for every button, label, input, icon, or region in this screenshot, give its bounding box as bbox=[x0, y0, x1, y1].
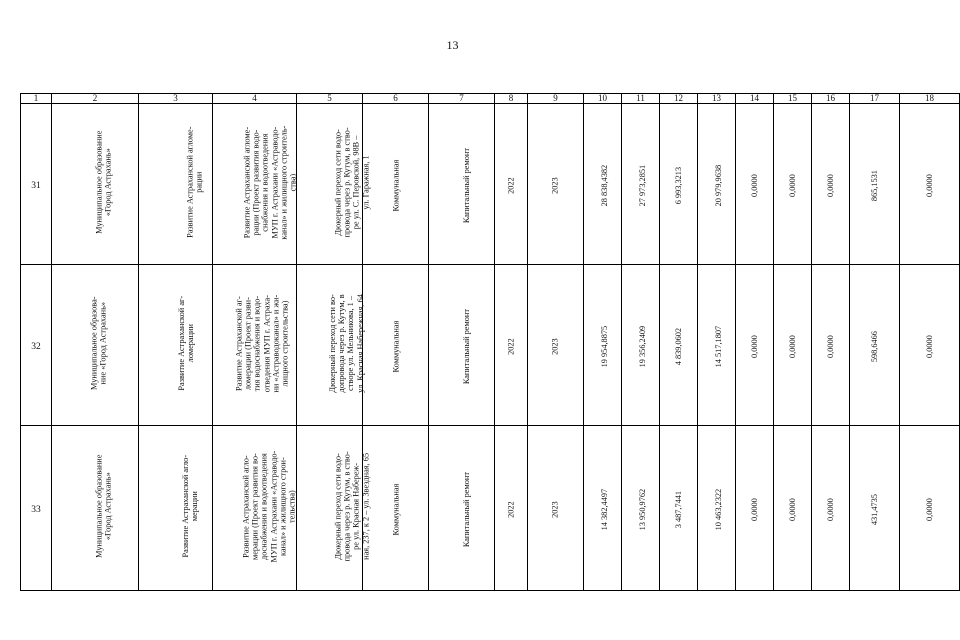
work-cell: Капитальный ремонт bbox=[429, 426, 495, 591]
work-cell: Капитальный ремонт bbox=[429, 265, 495, 426]
column-number: 4 bbox=[213, 94, 297, 104]
program-cell: Развитие Астраханской агломе- рации bbox=[139, 104, 213, 265]
object-cell: Дюкерный переход сети водо- провода через р. Кутум, в ство- ре ул. С. Перовской, 98В – ул. Гаражная, 1 bbox=[297, 104, 363, 265]
value-cell: 0,0000 bbox=[736, 265, 774, 426]
column-number: 6 bbox=[363, 94, 429, 104]
table-row bbox=[21, 104, 960, 265]
value-cell: 27 973,2851 bbox=[622, 104, 660, 265]
start-year-cell: 2022 bbox=[495, 426, 528, 591]
table-row bbox=[21, 265, 960, 426]
value-cell: 14 517,1807 bbox=[698, 265, 736, 426]
column-number: 10 bbox=[584, 94, 622, 104]
type-cell: Коммунальная bbox=[363, 426, 429, 591]
row-number: 33 bbox=[21, 426, 52, 591]
column-number: 16 bbox=[812, 94, 850, 104]
value-cell: 0,0000 bbox=[900, 426, 960, 591]
value-cell: 10 463,2322 bbox=[698, 426, 736, 591]
column-number: 9 bbox=[528, 94, 584, 104]
municipality-cell: Муниципальное образова- ние «Город Астрахань» bbox=[52, 265, 139, 426]
row-number: 32 bbox=[21, 265, 52, 426]
value-cell: 0,0000 bbox=[736, 426, 774, 591]
column-number: 14 bbox=[736, 94, 774, 104]
value-cell: 3 487,7441 bbox=[660, 426, 698, 591]
value-cell: 0,0000 bbox=[774, 104, 812, 265]
column-number: 3 bbox=[139, 94, 213, 104]
value-cell: 28 838,4382 bbox=[584, 104, 622, 265]
value-cell: 0,0000 bbox=[774, 265, 812, 426]
start-year-cell: 2022 bbox=[495, 265, 528, 426]
column-number: 17 bbox=[850, 94, 900, 104]
value-cell: 0,0000 bbox=[774, 426, 812, 591]
value-cell: 598,6466 bbox=[850, 265, 900, 426]
municipality-cell: Муниципальное образование «Город Астрахань» bbox=[52, 426, 139, 591]
end-year-cell: 2023 bbox=[528, 265, 584, 426]
object-cell: Дюкерный переход сети во- допровода через р. Кутум, в створе ул. Мельникова, 1 – ул. Красная Набережная, 64 bbox=[297, 265, 363, 426]
value-cell: 0,0000 bbox=[812, 426, 850, 591]
end-year-cell: 2023 bbox=[528, 426, 584, 591]
program-cell: Развитие Астраханской аг- ломерации bbox=[139, 265, 213, 426]
column-number: 8 bbox=[495, 94, 528, 104]
column-number: 18 bbox=[900, 94, 960, 104]
data-table bbox=[20, 93, 960, 591]
value-cell: 20 979,9638 bbox=[698, 104, 736, 265]
value-cell: 0,0000 bbox=[812, 104, 850, 265]
object-cell: Дюкерный переход сети водо- провода через р. Кутум, в ство- ре ул. Красная Набереж- ная, 237, к 2 – ул. Звездная, 65 bbox=[297, 426, 363, 591]
value-cell: 865,1531 bbox=[850, 104, 900, 265]
value-cell: 6 993,3213 bbox=[660, 104, 698, 265]
value-cell: 13 950,9762 bbox=[622, 426, 660, 591]
value-cell: 0,0000 bbox=[900, 265, 960, 426]
row-number: 31 bbox=[21, 104, 52, 265]
program-cell: Развитие Астраханской агло- мерации bbox=[139, 426, 213, 591]
value-cell: 14 382,4497 bbox=[584, 426, 622, 591]
column-number: 7 bbox=[429, 94, 495, 104]
end-year-cell: 2023 bbox=[528, 104, 584, 265]
column-number: 1 bbox=[21, 94, 52, 104]
value-cell: 431,4735 bbox=[850, 426, 900, 591]
value-cell: 4 839,0602 bbox=[660, 265, 698, 426]
table-row bbox=[21, 426, 960, 591]
column-number: 2 bbox=[52, 94, 139, 104]
start-year-cell: 2022 bbox=[495, 104, 528, 265]
column-number-row bbox=[21, 94, 960, 104]
project-cell: Развитие Астраханской агломе- рации (Проект развития водо- снабжения и водоотведения МУП г. Астрахани «Астраводо- канал» и жилищного строитель- ства) bbox=[213, 104, 297, 265]
value-cell: 0,0000 bbox=[812, 265, 850, 426]
page-number: 13 bbox=[446, 38, 459, 52]
work-cell: Капитальный ремонт bbox=[429, 104, 495, 265]
value-cell: 0,0000 bbox=[900, 104, 960, 265]
project-cell: Развитие Астраханской агло- мерации (Проект развития во- доснабжения и водоотведения МУП г. Астрахани «Астраводо- канал» и жилищного строи- тельства) bbox=[213, 426, 297, 591]
column-number: 15 bbox=[774, 94, 812, 104]
value-cell: 0,0000 bbox=[736, 104, 774, 265]
value-cell: 19 356,2409 bbox=[622, 265, 660, 426]
type-cell: Коммунальная bbox=[363, 104, 429, 265]
municipality-cell: Муниципальное образование «Город Астрахань» bbox=[52, 104, 139, 265]
column-number: 13 bbox=[698, 94, 736, 104]
project-cell: Развитие Астраханской аг- ломерации (Проект разви- тия водоснабжения и водо- отведения МУП г. Астраха- ни «Астраводоканал» и жи- лищного строительства) bbox=[213, 265, 297, 426]
value-cell: 19 954,8875 bbox=[584, 265, 622, 426]
column-number: 12 bbox=[660, 94, 698, 104]
type-cell: Коммунальная bbox=[363, 265, 429, 426]
column-number: 5 bbox=[297, 94, 363, 104]
column-number: 11 bbox=[622, 94, 660, 104]
